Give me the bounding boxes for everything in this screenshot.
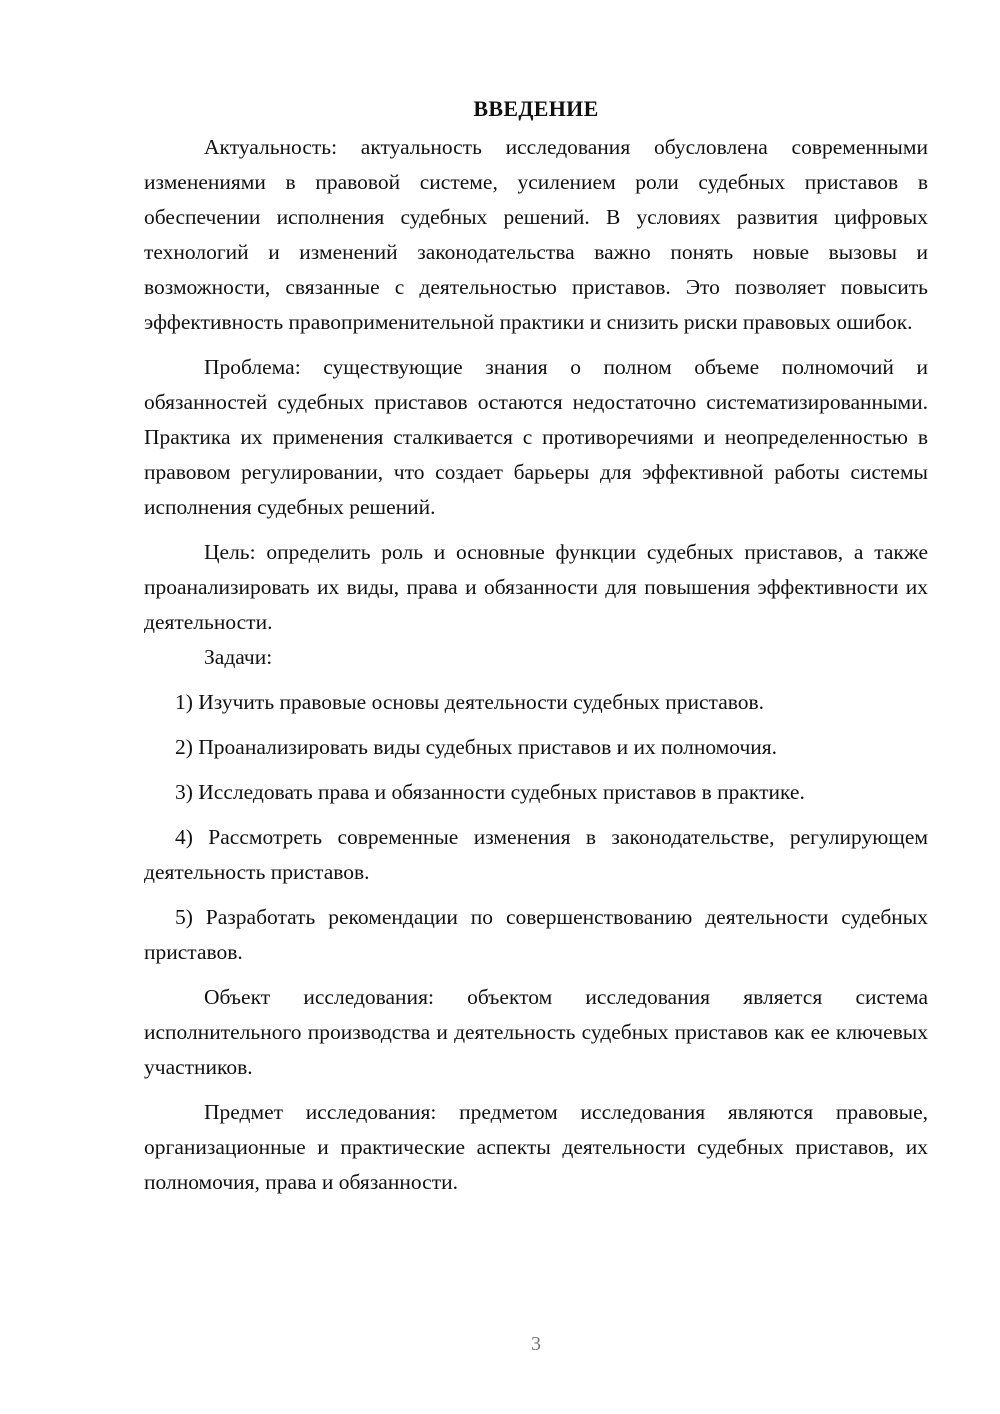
relevance-paragraph: Актуальность: актуальность исследования обусловлена современными изменениями в правовой системе, усилением роли судебных приставов в обеспечении исполнения судебных решений. В условиях развития цифровых технологий и изменений законодательства важно понять новые вызовы и возможности, связанные с деятельностью приставов. Это позволяет повысить эффективность правоприменительной практики и снизить риски правовых ошибок.: [144, 135, 928, 334]
tasks-heading: Задачи:: [204, 645, 273, 669]
task-item-3: 3) Исследовать права и обязанности судебных приставов в практике.: [175, 780, 805, 804]
problem-paragraph: Проблема: существующие знания о полном объеме полномочий и обязанностей судебных приставов остаются недостаточно систематизированными. Практика их применения сталкивается с противоречиями и неопределенностью в правовом регулировании, что создает барьеры для эффективной работы системы исполнения судебных решений.: [144, 355, 928, 519]
document-page: [144, 94, 928, 1200]
task-item-2: 2) Проанализировать виды судебных приставов и их полномочия.: [175, 735, 778, 759]
goal-paragraph: Цель: определить роль и основные функции судебных приставов, а также проанализировать их виды, права и обязанности для повышения эффективности их деятельности.: [144, 540, 928, 634]
page-title: ВВЕДЕНИЕ: [473, 96, 599, 121]
page-number: 3: [531, 1333, 541, 1355]
object-paragraph: Объект исследования: объектом исследования является система исполнительного производства и деятельность судебных приставов как ее ключевых участников.: [144, 985, 928, 1079]
task-item-4: 4) Рассмотреть современные изменения в законодательстве, регулирующем деятельность приставов.: [144, 825, 928, 884]
subject-paragraph: Предмет исследования: предметом исследования являются правовые, организационные и практические аспекты деятельности судебных приставов, их полномочия, права и обязанности.: [144, 1100, 928, 1194]
task-item-5: 5) Разработать рекомендации по совершенствованию деятельности судебных приставов.: [144, 905, 928, 964]
tasks-list: [144, 685, 928, 970]
task-item-1: 1) Изучить правовые основы деятельности судебных приставов.: [175, 690, 765, 714]
